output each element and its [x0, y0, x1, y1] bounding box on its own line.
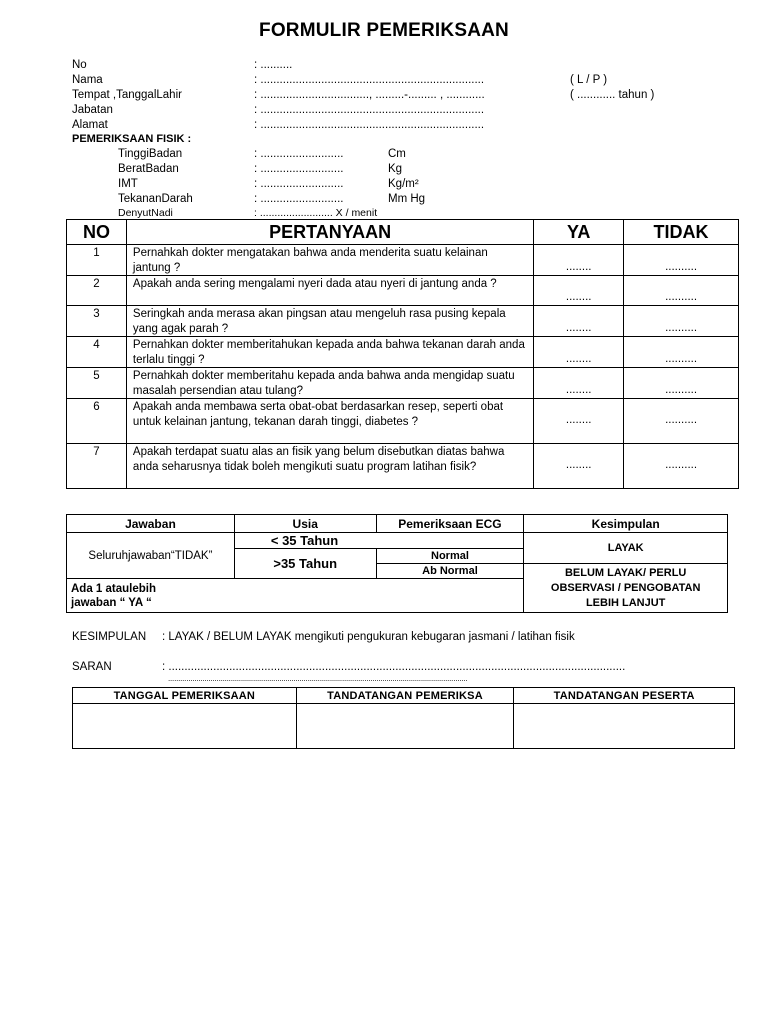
tinggi-field[interactable]: : .......................... — [254, 148, 344, 160]
header-kesimpulan: Kesimpulan — [524, 515, 728, 533]
question-number: 2 — [67, 276, 127, 306]
decision-header-row — [67, 515, 728, 533]
alamat-label: Alamat — [72, 119, 108, 131]
jawaban-ya — [67, 579, 524, 613]
tekanan-field[interactable]: : .......................... — [254, 193, 344, 205]
jawaban-ya-line-2: jawaban “ YA “ — [71, 596, 152, 609]
tinggi-label: TinggiBadan — [118, 148, 183, 160]
tidak-answer[interactable]: .......... — [624, 245, 739, 276]
berat-label: BeratBadan — [118, 163, 179, 175]
imt-label: IMT — [118, 178, 138, 190]
table-row — [67, 276, 739, 306]
belum-line-2: OBSERVASI / PENGOBATAN — [550, 581, 701, 594]
berat-field[interactable]: : .......................... — [254, 163, 344, 175]
ya-answer[interactable]: ........ — [534, 245, 624, 276]
nama-label: Nama — [72, 74, 103, 86]
question-number: 1 — [67, 245, 127, 276]
header-tandatangan-peserta: TANDATANGAN PESERTA — [514, 688, 735, 704]
ya-answer[interactable]: ........ — [534, 337, 624, 368]
header-tanggal-pemeriksaan: TANGGAL PEMERIKSAAN — [73, 688, 297, 704]
kesimpulan-text: : LAYAK / BELUM LAYAK mengikuti pengukuran kebugaran jasmani / latihan fisik — [162, 631, 575, 643]
nadi-label: DenyutNadi — [118, 207, 173, 219]
question-number: 6 — [67, 399, 127, 444]
question-number: 4 — [67, 337, 127, 368]
ecg-abnormal: Ab Normal — [376, 564, 524, 579]
jawaban-tidak: Seluruhjawaban“TIDAK” — [67, 533, 235, 579]
header-tidak: TIDAK — [624, 220, 739, 245]
ya-answer[interactable]: ........ — [534, 399, 624, 444]
jabatan-field[interactable]: : ...................................................................... — [254, 104, 485, 116]
signature-table — [72, 687, 735, 749]
ya-answer[interactable]: ........ — [534, 444, 624, 489]
question-text: Apakah anda sering mengalami nyeri dada atau nyeri di jantung anda ? — [126, 276, 533, 306]
ya-answer[interactable]: ........ — [534, 368, 624, 399]
table-row — [67, 337, 739, 368]
table-row — [67, 444, 739, 489]
tidak-answer[interactable]: .......... — [624, 337, 739, 368]
jabatan-label: Jabatan — [72, 104, 113, 116]
decision-table — [66, 514, 728, 613]
tidak-answer[interactable]: .......... — [624, 306, 739, 337]
gender-field[interactable]: ( L / P ) — [570, 74, 608, 86]
question-table — [66, 219, 739, 489]
table-row — [67, 399, 739, 444]
ttl-field[interactable]: : .................................., .........-......... , ............ — [254, 89, 485, 101]
ya-answer[interactable]: ........ — [534, 276, 624, 306]
tinggi-unit: Cm — [388, 148, 406, 160]
header-jawaban: Jawaban — [67, 515, 235, 533]
imt-unit: Kg/m² — [388, 178, 419, 190]
header-ecg: Pemeriksaan ECG — [376, 515, 524, 533]
usia-gt-35: >35 Tahun — [234, 549, 376, 579]
saran-label: SARAN — [72, 661, 112, 673]
nadi-field[interactable]: : ......................... X / menit — [254, 207, 378, 219]
alamat-field[interactable]: : ...................................................................... — [254, 119, 485, 131]
tidak-answer[interactable]: .......... — [624, 276, 739, 306]
tidak-answer[interactable]: .......... — [624, 444, 739, 489]
age-field[interactable]: ( ............ tahun ) — [570, 89, 655, 101]
no-label: No — [72, 59, 87, 71]
fisik-heading: PEMERIKSAAN FISIK : — [72, 133, 192, 145]
header-no: NO — [67, 220, 127, 245]
nama-field[interactable]: : ...................................................................... — [254, 74, 485, 86]
kesimpulan-label: KESIMPULAN — [72, 631, 147, 643]
header-pertanyaan: PERTANYAAN — [126, 220, 533, 245]
saran-field-line-1[interactable]: : ............................................................................................................................................... — [162, 661, 626, 673]
saran-field-line-2[interactable]: .................................................................................................................................................... — [168, 674, 468, 683]
tanggal-pemeriksaan-box[interactable] — [73, 704, 297, 749]
form-title: FORMULIR PEMERIKSAAN — [259, 20, 509, 41]
tekanan-unit: Mm Hg — [388, 193, 426, 205]
tidak-answer[interactable]: .......... — [624, 368, 739, 399]
question-text: Apakah anda membawa serta obat-obat berdasarkan resep, seperti obat untuk kelainan jantung, tekanan darah tinggi, diabetes ? — [126, 399, 533, 444]
kesimpulan-belum-layak — [524, 564, 728, 613]
question-text: Seringkah anda merasa akan pingsan atau mengeluh rasa pusing kepala yang agak parah ? — [126, 306, 533, 337]
header-usia: Usia — [234, 515, 376, 533]
ecg-normal: Normal — [376, 549, 524, 564]
kesimpulan-layak: LAYAK — [524, 533, 728, 564]
header-tandatangan-pemeriksa: TANDATANGAN PEMERIKSA — [296, 688, 514, 704]
belum-line-1: BELUM LAYAK/ PERLU — [564, 566, 687, 579]
question-text: Pernahkan dokter memberitahukan kepada anda bahwa tekanan darah anda terlalu tinggi ? — [126, 337, 533, 368]
ttl-label: Tempat ,TanggalLahir — [72, 89, 182, 101]
table-row — [67, 245, 739, 276]
berat-unit: Kg — [388, 163, 403, 175]
usia-lt-35: < 35 Tahun — [234, 533, 523, 549]
table-row — [67, 306, 739, 337]
header-ya: YA — [534, 220, 624, 245]
belum-line-3: LEBIH LANJUT — [585, 596, 666, 609]
question-number: 5 — [67, 368, 127, 399]
tandatangan-pemeriksa-box[interactable] — [296, 704, 514, 749]
question-header-row — [67, 220, 739, 245]
tidak-answer[interactable]: .......... — [624, 399, 739, 444]
tandatangan-peserta-box[interactable] — [514, 704, 735, 749]
question-text: Pernahkah dokter mengatakan bahwa anda menderita suatu kelainan jantung ? — [126, 245, 533, 276]
question-number: 3 — [67, 306, 127, 337]
no-field[interactable]: : .......... — [254, 59, 293, 71]
question-text: Pernahkah dokter memberitahu kepada anda bahwa anda mengidap suatu masalah persendian atau tulang? — [126, 368, 533, 399]
question-number: 7 — [67, 444, 127, 489]
imt-field[interactable]: : .......................... — [254, 178, 344, 190]
tekanan-label: TekananDarah — [118, 193, 193, 205]
jawaban-ya-line-1: Ada 1 ataulebih — [71, 582, 156, 595]
ya-answer[interactable]: ........ — [534, 306, 624, 337]
table-row — [67, 368, 739, 399]
question-text: Apakah terdapat suatu alas an fisik yang belum disebutkan diatas bahwa anda seharusnya tidak boleh mengikuti suatu program latihan fisik? — [126, 444, 533, 489]
